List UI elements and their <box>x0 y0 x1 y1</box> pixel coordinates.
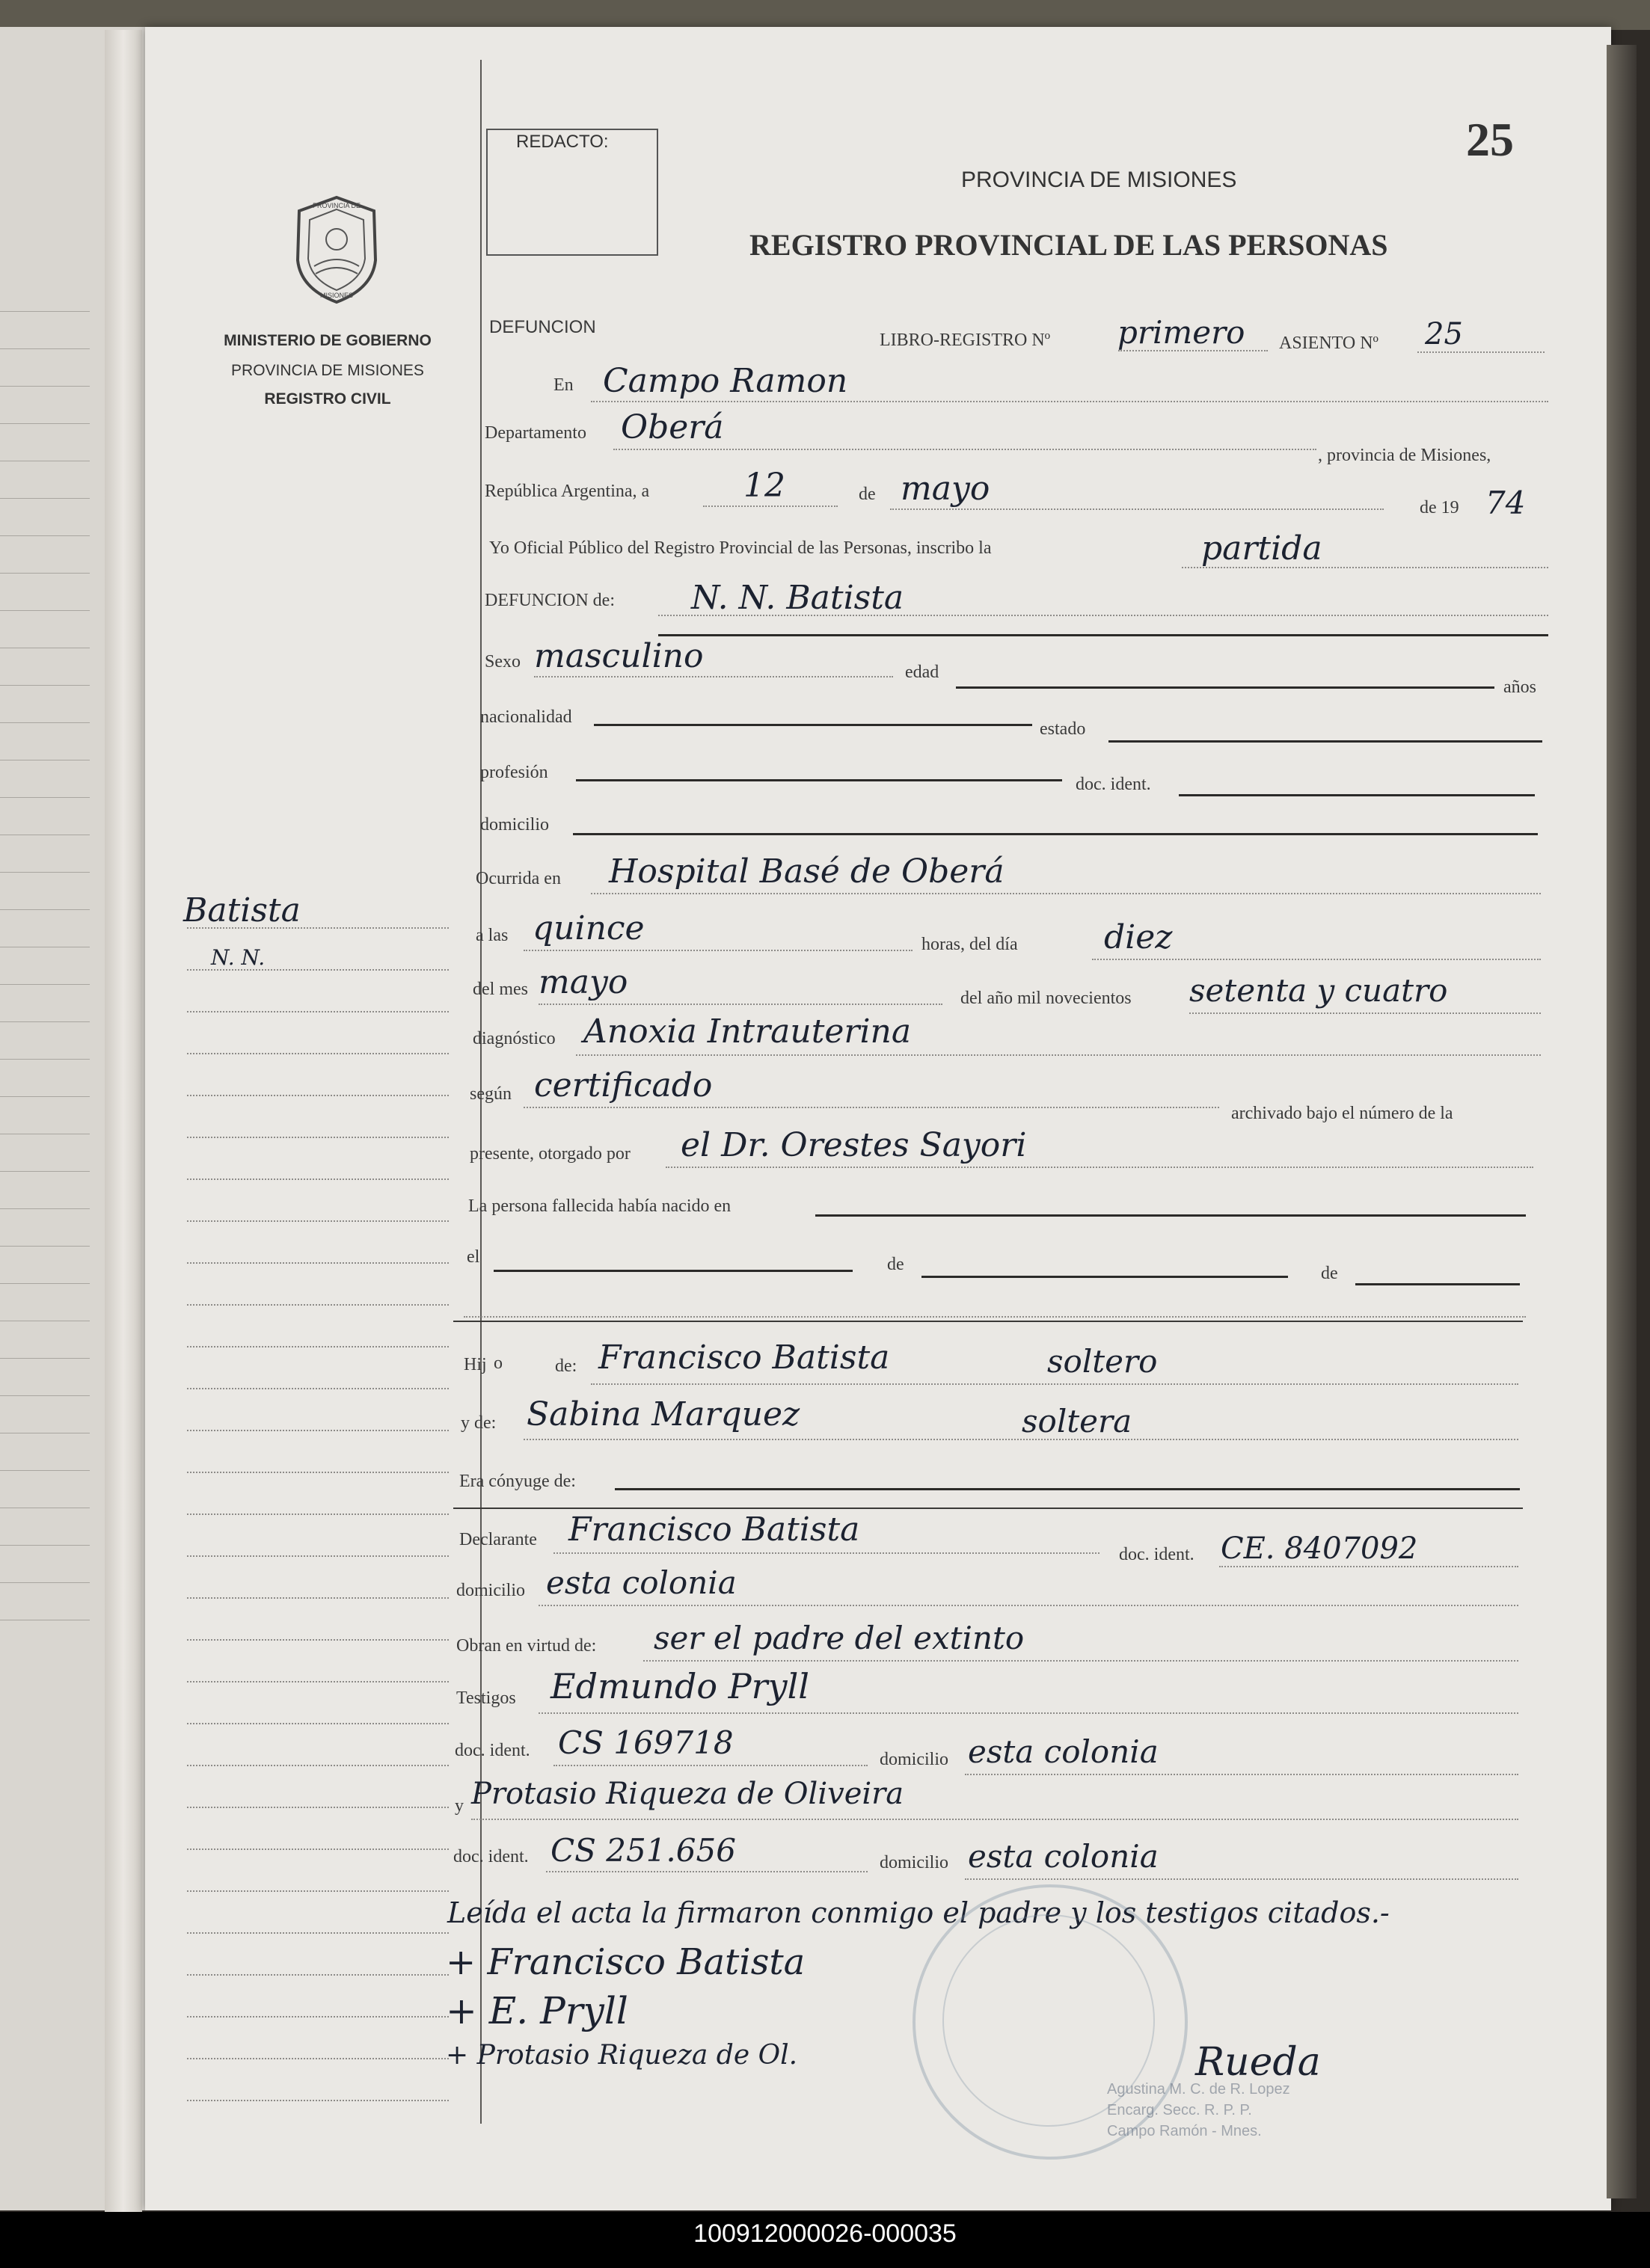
edad-label: edad <box>905 663 939 682</box>
testigo1-value: Edmundo Pryll <box>550 1666 810 1706</box>
defuncion-type: DEFUNCION <box>489 317 596 337</box>
stamp-line2: Encarg. Secc. R. P. P. <box>1107 2102 1252 2118</box>
conyuge-label: Era cónyuge de: <box>459 1472 576 1491</box>
margin-given-name: N. N. <box>211 945 266 970</box>
dia-texto-value: diez <box>1104 918 1173 956</box>
hijo-suffix: o <box>494 1353 503 1373</box>
decl-doc-value: CE. 8407092 <box>1221 1531 1418 1566</box>
sexo-value: masculino <box>534 637 704 675</box>
hijo-label: Hij <box>464 1355 487 1374</box>
decl-domicilio-label: domicilio <box>456 1581 525 1600</box>
hijo-de-label: de: <box>555 1356 577 1376</box>
image-identifier: 100912000026-000035 <box>693 2219 957 2248</box>
testigo2-value: Protasio Riqueza de Oliveira <box>471 1777 904 1811</box>
mes-value: mayo <box>901 470 990 508</box>
civil-registry-caption: REGISTRO CIVIL <box>264 390 391 408</box>
segun-label: según <box>470 1084 512 1104</box>
signature-declarante: + Francisco Batista <box>446 1941 806 1983</box>
departamento-value: Oberá <box>621 408 724 446</box>
sexo-label: Sexo <box>485 652 521 672</box>
t1-doc-value: CS 169718 <box>558 1724 734 1761</box>
signature-witness2: + Protasio Riqueza de Ol. <box>446 2040 798 2071</box>
nacionalidad-label: nacionalidad <box>480 707 572 727</box>
de1-label: de <box>887 1255 904 1274</box>
book-cover-top <box>0 0 1650 30</box>
margin-surname: Batista <box>183 891 301 929</box>
registry-heading: REGISTRO PROVINCIAL DE LAS PERSONAS <box>749 228 1388 262</box>
signature-witness1: + E. Pryll <box>446 1989 628 2032</box>
de2-label: de <box>1321 1264 1338 1283</box>
libro-value: primero <box>1117 314 1245 351</box>
partida-value: partida <box>1201 529 1322 568</box>
segun-value: certificado <box>534 1066 713 1104</box>
del-ano-label: del año mil novecientos <box>960 989 1132 1008</box>
doc-ident-label: doc. ident. <box>1076 775 1151 794</box>
seal-bottom-text: MISIONES <box>319 292 354 299</box>
seal-top-text: PROVINCIA DE <box>312 202 361 209</box>
del-mes-label: del mes <box>473 980 528 999</box>
padre-value: Francisco Batista <box>598 1339 890 1377</box>
testigos-label: Testigos <box>456 1688 516 1708</box>
obran-label: Obran en virtud de: <box>456 1636 597 1656</box>
decl-domicilio-value: esta colonia <box>546 1564 737 1601</box>
de-year-label: de 19 <box>1420 498 1459 517</box>
decl-doc-label: doc. ident. <box>1119 1545 1194 1564</box>
book-spine <box>105 30 142 2213</box>
stamp-line1: Agustina M. C. de R. Lopez <box>1107 2081 1290 2098</box>
obran-value: ser el padre del extinto <box>654 1620 1025 1656</box>
horas-label: horas, del día <box>921 935 1018 954</box>
profesion-label: profesión <box>480 763 548 782</box>
en-value: Campo Ramon <box>603 362 848 400</box>
presente-value: el Dr. Orestes Sayori <box>681 1126 1027 1164</box>
t2-domicilio-label: domicilio <box>880 1853 948 1872</box>
provincia-suffix: , provincia de Misiones, <box>1318 446 1491 465</box>
ocurrida-label: Ocurrida en <box>476 869 561 888</box>
asiento-value: 25 <box>1425 317 1463 351</box>
stamp-line3: Campo Ramón - Mnes. <box>1107 2123 1262 2139</box>
padre-estado: soltero <box>1047 1343 1158 1380</box>
stamp-text <box>1107 2079 1290 2142</box>
defuncion-de-value: N. N. Batista <box>691 579 904 617</box>
a-las-label: a las <box>476 926 509 945</box>
asiento-label: ASIENTO Nº <box>1279 334 1378 353</box>
a-las-value: quince <box>533 909 645 947</box>
ministry-caption: MINISTERIO DE GOBIERNO <box>224 332 432 349</box>
dia-value: 12 <box>743 467 785 505</box>
en-label: En <box>553 375 574 395</box>
presente-label: presente, otorgado por <box>470 1144 631 1164</box>
signature-official: Rueda <box>1195 2040 1321 2085</box>
anos-label: años <box>1503 677 1536 697</box>
republica-label: República Argentina, a <box>485 482 650 501</box>
closing-text: Leída el acta la firmaron conmigo el padre y los testigos citados.- <box>447 1896 1390 1929</box>
domicilio-label: domicilio <box>480 815 549 835</box>
declarante-label: Declarante <box>459 1530 537 1549</box>
nacido-label: La persona fallecida había nacido en <box>468 1196 732 1216</box>
t1-doc-label: doc. ident. <box>455 1741 530 1760</box>
estado-label: estado <box>1040 719 1086 739</box>
madre-value: Sabina Marquez <box>527 1395 800 1433</box>
departamento-label: Departamento <box>485 423 586 443</box>
province-caption: PROVINCIA DE MISIONES <box>231 362 424 379</box>
libro-label: LIBRO-REGISTRO Nº <box>880 331 1051 350</box>
y-de-label: y de: <box>461 1413 497 1433</box>
y-label: y <box>455 1796 464 1816</box>
ano-texto-value: setenta y cuatro <box>1189 972 1448 1009</box>
redacto-label: REDACTO: <box>516 132 609 152</box>
archivado-label: archivado bajo el número de la <box>1231 1104 1453 1123</box>
de-label: de <box>859 485 876 504</box>
provincial-seal-icon <box>284 193 389 305</box>
ocurrida-value: Hospital Basé de Oberá <box>609 852 1005 891</box>
t2-domicilio-value: esta colonia <box>968 1838 1159 1875</box>
t1-domicilio-label: domicilio <box>880 1750 948 1769</box>
t2-doc-label: doc. ident. <box>453 1847 529 1866</box>
defuncion-de-label: DEFUNCION de: <box>485 591 615 610</box>
page-number: 25 <box>1466 113 1514 166</box>
t1-domicilio-value: esta colonia <box>968 1733 1159 1770</box>
yo-oficial-text: Yo Oficial Público del Registro Provincial de las Personas, inscribo la <box>489 538 992 558</box>
madre-estado: soltera <box>1022 1403 1132 1439</box>
del-mes-value: mayo <box>539 963 628 1001</box>
province-heading: PROVINCIA DE MISIONES <box>961 168 1237 192</box>
el-label: el <box>467 1247 480 1267</box>
diagnostico-label: diagnóstico <box>473 1029 556 1048</box>
year-value: 74 <box>1485 485 1526 521</box>
t2-doc-value: CS 251.656 <box>550 1832 736 1869</box>
page-stack-edge <box>1607 45 1637 2198</box>
declarante-value: Francisco Batista <box>568 1511 860 1549</box>
diagnostico-value: Anoxia Intrauterina <box>583 1012 912 1051</box>
